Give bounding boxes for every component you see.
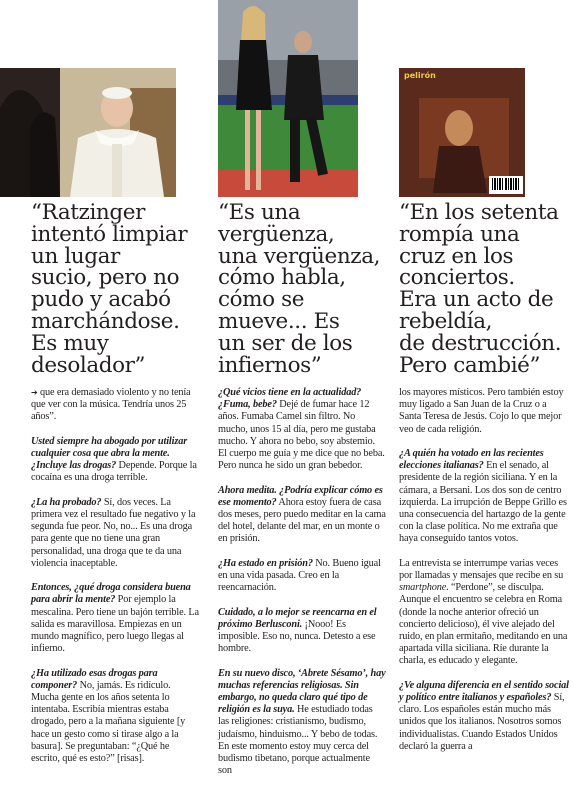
paragraph (218, 668, 386, 778)
smartphone-text: smartphone (399, 582, 447, 594)
question-text: ¿Ha estado en prisión? (218, 557, 313, 569)
question-text: ¿Qué vicios tiene en la actualidad? ¿Fuma, bebe? (218, 387, 362, 411)
answer-text: He estudiado todas las religiones: cristianismo, budismo, judaísmo, hinduismo... Y bebo de todas. En este momento estoy muy cerca del budismo tibetano, porque actualmente son (218, 704, 378, 777)
question-text: ¿Ha utilizado esas drogas para componer? (31, 667, 158, 691)
answer-text: Sí, claro. Los españoles están mucho más unidos que los italianos. Nosotros somos individualistas. Cuando Estados Unidos declaró la guerra a (399, 692, 565, 752)
paragraph (399, 448, 569, 546)
answer-text: No, jamás. Es ridículo. Mucha gente en los años setenta lo intentaba. Escribía mientras estaba drogado, pero a la mañana siguiente [y hace un gesto como si tirase algo a la basura]. Se preguntaban: “¿Qué he escrito, qué es esto?” [risas]. (31, 679, 186, 765)
question-text: ¿La ha probado? (31, 496, 102, 508)
paragraph (399, 387, 569, 436)
answer-text: Ahora estoy fuera de casa dos meses, pero puedo meditar en la cama del hotel, delante del mar, en un monte o en prisión. (218, 496, 386, 545)
question-text: Cuidado, a lo mejor se reencarna en el próximo Berlusconi. (218, 606, 377, 630)
paragraph (31, 582, 199, 655)
paragraph (218, 485, 386, 546)
question-text: ¿A quién ha votado en las recientes elecciones italianas? (399, 448, 544, 472)
answer-text: que era demasiado violento y no tenía que ver con la música. Tendría unos 25 años”. (31, 387, 191, 423)
answer-text: los mayores místicos. Pero también estoy muy ligado a San Juan de la Cruz o a Santa Teresa de Jesús. Cojo lo que mejor veo de cada religión. (399, 387, 564, 435)
answer-text: En el senado, al presidente de la región siciliana. Y en la cámara, a Bersani. Los dos son de centro izquierda. La irrupción de Beppe Grillo es una consecuencia del hartazgo de la gente con la clase política. No me extraña que haya conseguido tantos votos. (399, 460, 567, 545)
paragraph (31, 387, 199, 424)
answer-text: Depende. Porque la cocaína es una droga terrible. (31, 460, 197, 484)
answer-text: Por ejemplo la mescalina. Pero tiene un bajón terrible. La salida es maravillosa. Empiezas en un mundo magnífico, pero luego llegas al infierno. (31, 594, 199, 655)
paragraph (218, 558, 386, 595)
paragraph (31, 436, 199, 485)
question-text: Ahora medita. ¿Podría explicar cómo es ese momento? (218, 484, 383, 508)
pope-photo (0, 68, 176, 197)
paragraph (399, 558, 569, 668)
question-text: En su nuevo disco, ‘Abrete Sésamo’, hay muchas referencias religiosas. Sin embargo, no queda claro qué tipo de religión es la suya. (218, 667, 386, 716)
paragraph (218, 607, 386, 656)
album-cover (399, 68, 525, 197)
question-text: Entonces, ¿qué droga considera buena para abrir la mente? (31, 582, 191, 606)
pull-quote-setenta: “En los setenta rompía una cruz en los conciertos. Era un acto de rebeldía, de destrucción. Pero cambié” (399, 200, 562, 378)
question-text: ¿Ve alguna diferencia en el sentido social y político entre italianos y españoles? (399, 679, 569, 704)
answer-text: Sí, dos veces. La primera vez el resultado fue negativo y la segunda fue peor. No, no... Es una droga para gente que no tiene una gran personalidad, una droga que te da una violencia inaceptable. (31, 496, 196, 569)
answer-text: ¡Nooo! Es imposible. Eso no, nunca. Detesto a ese hombre. (218, 618, 376, 655)
stage-photo (218, 0, 358, 197)
paragraph (218, 387, 386, 472)
text-column-3 (399, 387, 569, 765)
narrative-text: . “Perdone”, se disculpa. Aunque el encuentro se celebra en Roma (donde la noche anterior ofreció un concierto delicioso), él vive alejado del ruido, en plan ermitaño, meditando en una apartada villa siciliana. Ríe durante la charla, es educado y elegante. (399, 582, 568, 667)
pull-quote-ratzinger: “Ratzinger intentó limpiar un lugar sucio, pero no pudo y acabó marchándose. Es muy desolador” (31, 200, 188, 378)
pull-quote-verguenza: “Es una vergüenza, una vergüenza, cómo habla, cómo se mueve... Es un ser de los infiernos” (218, 200, 381, 378)
paragraph (399, 680, 569, 753)
arrow-icon: ➔ (31, 388, 38, 397)
narrative-text: La entrevista se interrumpe varias veces por llamadas y mensajes que recibe en su (399, 557, 564, 582)
text-column-2 (218, 387, 386, 790)
paragraph (31, 497, 199, 570)
question-text: Usted siempre ha abogado por utilizar cualquier cosa que abra la mente. ¿Incluye las drogas? (31, 435, 188, 472)
paragraph (31, 668, 199, 766)
answer-text: No. Bueno igual en una vida pasada. Creo en la reencarnación. (218, 557, 381, 594)
text-column-1 (31, 387, 199, 777)
album-title: pelirón (404, 71, 436, 80)
answer-text: Dejé de fumar hace 12 años. Fumaba Camel sin filtro. No mucho, unos 15 al día, pero me gustaba mucho. Y ahora no bebo, soy abstemio. El cuerpo me guía y me dice que no beba. Pero nunca he sido un gran bebedor. (218, 399, 385, 472)
